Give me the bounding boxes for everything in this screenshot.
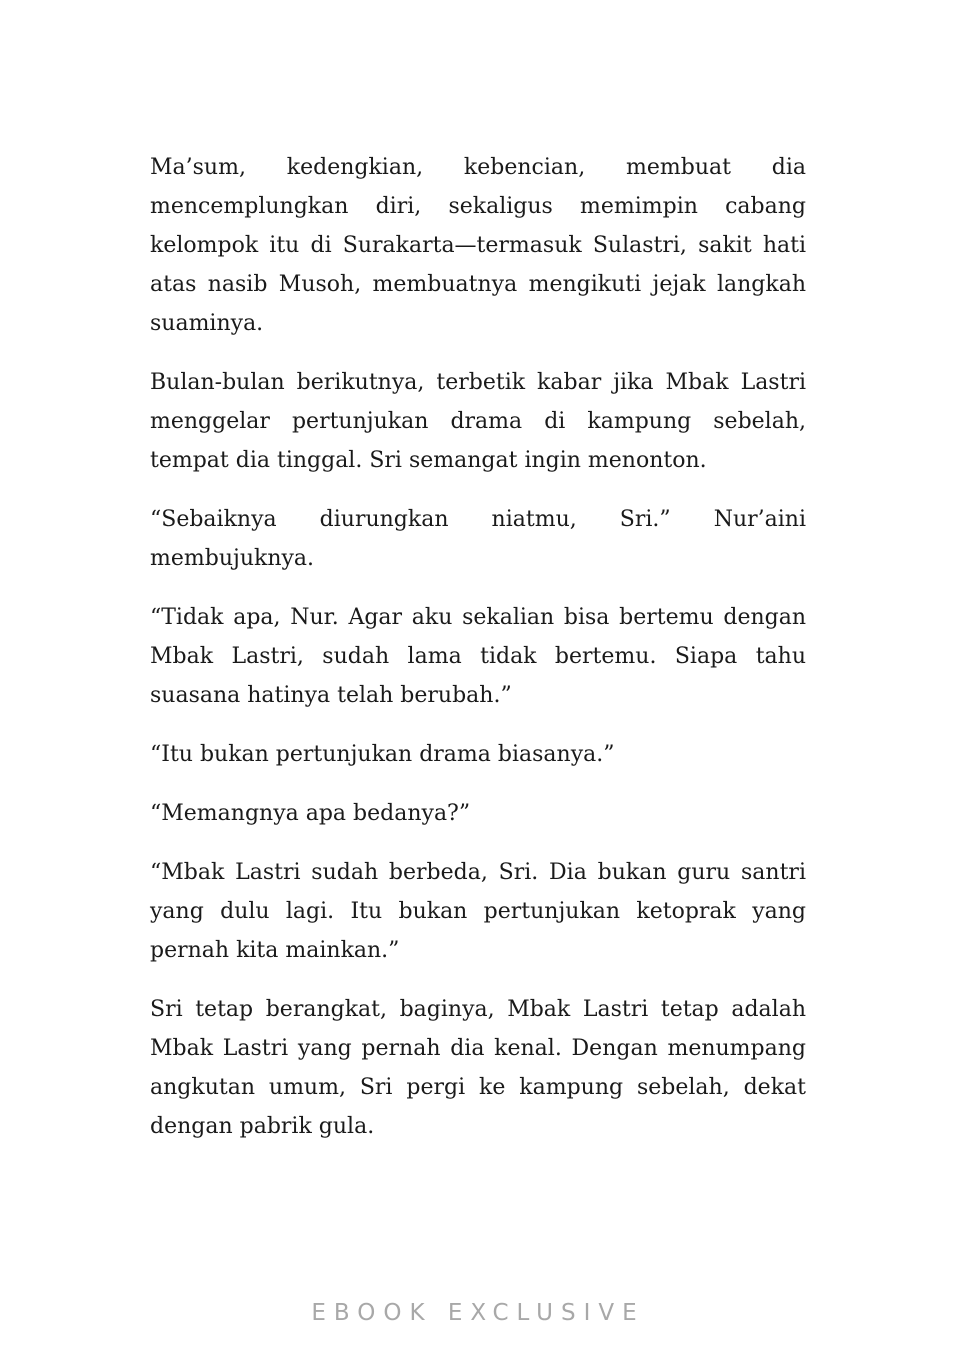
footer-watermark: EBOOK EXCLUSIVE xyxy=(311,1300,645,1326)
paragraph-5: “Itu bukan pertunjukan drama biasanya.” xyxy=(150,742,615,767)
paragraph-8: Sri tetap berangkat, baginya, Mbak Lastri tetap adalah Mbak Lastri yang pernah dia kenal. Dengan menumpang angkutan umum, Sri pergi ke kampung sebelah, dekat dengan pabrik gula. xyxy=(150,997,806,1139)
paragraph-2: Bulan-bulan berikutnya, terbetik kabar jika Mbak Lastri menggelar pertunjukan drama di kampung sebelah, tempat dia tinggal. Sri semangat ingin menonton. xyxy=(150,370,806,473)
paragraph-7: “Mbak Lastri sudah berbeda, Sri. Dia bukan guru santri yang dulu lagi. Itu bukan pertunjukan ketoprak yang pernah kita mainkan.” xyxy=(150,860,806,963)
paragraph-6: “Memangnya apa bedanya?” xyxy=(150,801,471,826)
paragraph-1: Ma’sum, kedengkian, kebencian, membuat dia mencemplungkan diri, sekaligus memimpin cabang kelompok itu di Surakarta—termasuk Sulastri, sakit hati atas nasib Musoh, membuatnya mengikuti jejak langkah suaminya. xyxy=(150,155,806,336)
page-body xyxy=(150,148,806,1166)
paragraph-3: “Sebaiknya diurungkan niatmu, Sri.” Nur’aini membujuknya. xyxy=(150,507,806,571)
paragraph-4: “Tidak apa, Nur. Agar aku sekalian bisa bertemu dengan Mbak Lastri, sudah lama tidak bertemu. Siapa tahu suasana hatinya telah berubah.” xyxy=(150,605,806,708)
